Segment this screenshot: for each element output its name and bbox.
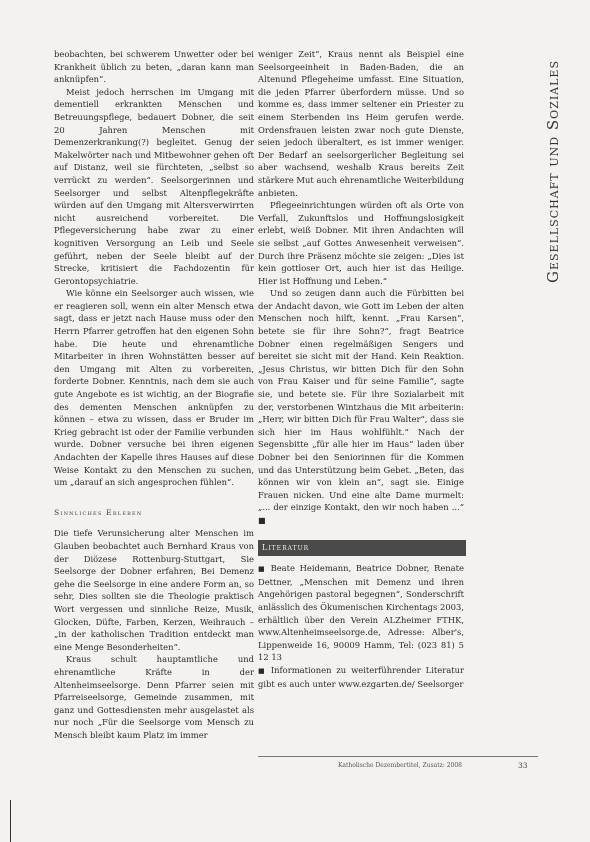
paragraph: Pflegeeinrichtungen würden oft als Orte von Verfall, Zukunftslos und Hoffnungslosigkeit erlebt, weiß Dobner. Mit ihren Andachten will sie selbst „auf Gottes Anwesenheit verweisen“. Durch ihre Präsenz möchte sie zeigen: „Dies ist kein gottloser Ort, auch hier ist das Heilige. Hier ist Hoffnung und Leben.“ — [258, 200, 464, 286]
section-side-label: Gesellschaft und Soziales — [544, 60, 562, 283]
footer-publication: Katholische Dezembertitel, Zusatz: 2008 — [337, 762, 462, 769]
literature-item — [258, 664, 464, 690]
section-heading: Sinnliches Erleben — [54, 507, 143, 517]
literature-heading: Literatur — [258, 540, 466, 557]
paragraph: Wie könne ein Seelsorger auch wissen, wie er reagieren soll, wenn ein alter Mensch etwa sagt, dass er jetzt nach Hause muss oder den Herrn Pfarrer getroffen hat den eigenen Sohn habe. Die heute und ehrenamtliche Mitarbeiter in ihren Wohnstätten besser auf den Umgang mit Alten zu vorbereiten, forderte Dobner. Kenntnis, nach dem sie auch gute Angebote es ist wichtig, an der Biografie des dementen Menschen anknüpfen zu können – etwa zu wissen, dass er Bruder im Krieg gebracht ist oder der Familie verbunden wurde. Dobner versuche bei ihren eigenen Andachten der Kapelle ihres Hauses auf diese Weise Kontakt zu den Menschen zu suchen, um „darauf an sich angesprochen fühlen“. — [54, 288, 254, 488]
right-column — [258, 48, 464, 690]
paragraph: Die tiefe Verunsicherung alter Menschen im Glauben beobachtet auch Bernhard Kraus von der Diözese Rottenburg-Stuttgart, Sie Seelsorge der Dobner erfahren, Bei Demenz gehe die Seelsorge in eine andere Form an, so sehr, Dies sollten sie die Theologie praktisch Wort vergessen und sinnliche Reize, Musik, Glocken, Düfte, Farben, Kerzen, Weihrauch – „in der katholischen Tradition entdeckt man eine Menge Besonderheiten“. — [54, 528, 254, 652]
footer-divider — [258, 756, 538, 757]
paragraph: weniger Zeit“, Kraus nennt als Beispiel eine Seelsorgeeinheit in Baden-Baden, die an Altenund Pflegeheime umfasst. Eine Situation, die jeden Pfarrer überfordern müsse. Und so komme es, dass immer seltener ein Priester zu einem Sterbenden ins Heim gerufen werde. Ordensfrauen leisten zwar noch gute Dienste, seien jedoch überaltert, es ist immer weniger. Der Bedarf an seelsorgerlicher Begleitung sei aber wachsend, weshalb Kraus bereits Zeit stärkere Mut auch ehrenamtliche Weiterbildung anbieten. — [258, 49, 464, 198]
paragraph: Meist jedoch herrschen im Umgang mit dementiell erkrankten Menschen und Betreuungspflege, bedauert Dobner, die seit 20 Jahren Menschen mit Demenzerkrankung(?) begleitet. Genug der Makelwörter nach und Mitbewohner gehen oft auf Distanz, weil sie fürchteten, „selbst so verrückt zu werden“. Seelsorgerinnen und Seelsorger und selbst Altenpflegekräfte würden auf den Umgang mit Altersverwirrten nicht ausreichend vorbereitet. Die Pflegeversicherung habe zwar zu einer kognitiven Versorgung an Leib und Seele geführt, neben der Seele bleibt auf der Strecke, kritisiert die Fachdozentin für Gerontopsychiatrie. — [54, 86, 254, 286]
literature-item-text: Beate Heidemann, Beatrice Dobner, Renate Dettner, „Menschen mit Demenz und ihren Angehörigen pastoral begegnen“, Sonderschrift anlässlich des Ökumenischen Kirchentags 2003, erhältlich über den Verein ALZheimer FTHK, www.Altenheimseelsorge.de, Adresse: Alber's, Lippenweide 16, 90009 Hamm, Tel: (023 81) 5 12 13 — [258, 563, 464, 663]
bullet-icon: ■ — [258, 565, 267, 574]
left-column — [54, 48, 254, 741]
paragraph-text: Und so zeugen dann auch die Fürbitten bei der Andacht davon, wie Gott im Leben der alten Menschen noch hilft, kennt. „Frau Karsen“, betete sie für ihre Sohn?“, fragt Beatrice Dobner einen regelmäßigen Sengers und bereitet sie sicht mit der Hand. Kein Reaktion. „Jesus Christus, wir bitten Dich für den Sohn von Frau Kaiser und für seine Familie“, sagte sie, und betete sie. Für ihre Sozialarbeit mit der, verstorbenen Wintzhaus die Mit arbeiterin: „Herr, wir bitten Dich für Frau Walter“, dass sie sich hier im Haus wohlfühlt.“ Nach der Segensbitte „für alle hier im Haus“ laden über Dobner bei den Seniorinnen für die Kommen und das Unterstützung beim Gebet. „Beten, das können wir von klein an“, sagt sie. Einige Frauen nicken. Und eine alte Dame murmelt: „... der einzige Kontakt, den wir noch haben ...“ — [258, 288, 464, 513]
literature-item-text: Informationen zu weiterführender Literatur gibt es auch unter www.ezgarten.de/ Seelsorger — [258, 664, 464, 689]
bullet-icon: ■ — [258, 666, 267, 675]
paragraph: Kraus schult hauptamtliche und ehrenamtliche Kräfte in der Altenheimseelsorge. Denn Pfarrer seien mit Pfarreiseelsorge, Gemeinde zusammen, mit ganz und Gottesdiensten mehr ausgelastet als nur noch „Für die Seelsorge vom Mensch zu Mensch bleibt kaum Platz im immer — [54, 654, 254, 740]
end-mark: ■ — [258, 515, 266, 525]
page-number: 33 — [518, 761, 528, 770]
paragraph — [258, 287, 464, 527]
binding-edge — [0, 800, 11, 842]
literature-item — [258, 562, 464, 664]
paragraph: beobachten, bei schwerem Unwetter oder bei Krankheit üblich zu beten, „daran kann man anknüpfen“. — [54, 49, 254, 85]
